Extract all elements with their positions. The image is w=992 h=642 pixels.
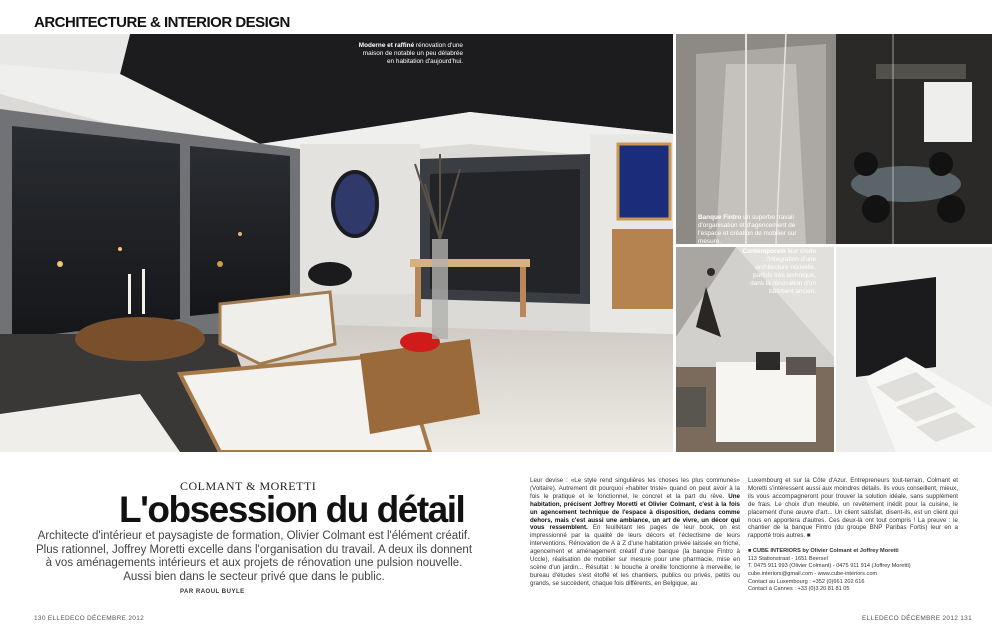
living-room-photo bbox=[0, 34, 673, 452]
article-standfirst: Architecte d'intérieur et paysagiste de formation, Olivier Colmant est l'élément créatif. Plus rationnel, Joffrey Moretti excelle dans l'organisation du travail. A deux ils donnent à vos aménagements intérieurs et aux projets de rénovation une pulsion nouvelle. Aussi bien dans le secteur privé que dans le public. bbox=[35, 530, 473, 583]
body-text-col2: Luxembourg et sur la Côte d'Azur. Entrepreneurs tout-terrain, Colmant et Moretti s'intéressent aussi aux moindres détails. Ils vous conseillent, mieux, ils vous accompagneront pour trouver la solution idéale, sans supplément de frais. Le choix d'un meuble, un revêtement inédit pour la cuisine, le placement d'une œuvre d'art... Un client satisfait, disent-ils, est un client qui nous en apportera d'autres. Ces deux-là ont tout compris ! La preuve : le chantier de la banque Fintro (du groupe BNP Paribas Fortis) leur en a rapporté trois autres. ■ bbox=[748, 477, 958, 540]
caption-bank: Banque Fintro un superbe travail d'organisation et d'agencement de l'espace et création de mobilier sur mesure. bbox=[698, 214, 797, 245]
bank-photo bbox=[676, 34, 992, 244]
article-title: L'obsession du détail bbox=[119, 489, 465, 530]
body-text-intro: Leur devise : «Le style rend singulières les choses les plus communes» (Voltaire). Autrement dit pourquoi «habiter triste» quand on peut avoir à la fois le pratique et le fonctionnel, le concret et la part du rêve. bbox=[530, 477, 740, 500]
folio-left: 130 ELLEDECO DÉCEMBRE 2012 bbox=[34, 615, 145, 622]
caption-contemporary: Contemporain leur credo : l'intégration d'une architecture nouvelle, parfois très technique, dans la rénovation d'un bâtiment ancien. bbox=[742, 248, 816, 295]
caption-living-room: Moderne et raffiné rénovation d'une maison de notable un peu délabrée en habitation d'aujourd'hui. bbox=[358, 42, 463, 65]
stairs-photo bbox=[836, 247, 992, 452]
contact-line: ■ CUBE INTERIORS by Olivier Colmant et Joffrey Moretti bbox=[748, 548, 899, 555]
contact-line: cube.interiors@gmail.com - www.cube-interiors.com bbox=[748, 571, 878, 578]
contact-line: 113 Stationstraat - 1651 Beersel bbox=[748, 555, 828, 562]
section-header: ARCHITECTURE & INTERIOR DESIGN bbox=[34, 14, 290, 31]
contact-line: T. 0475 911 993 (Olivier Colmant) - 0475 911 914 (Joffrey Moretti) bbox=[748, 563, 911, 570]
article-kicker: COLMANT & MORETTI bbox=[180, 479, 317, 493]
contact-line: Contact à Cannes : +33 (0)3 20 81 81 05 bbox=[748, 586, 850, 593]
folio-right: ELLEDECO DÉCEMBRE 2012 131 bbox=[861, 615, 972, 622]
contact-line: Contact au Luxembourg : +352 (0)661 202 616 bbox=[748, 578, 865, 585]
body-text-quote: Une habitation, précisent Joffrey Moretti et Olivier Colmant, c'est à la fois un agencement technique de l'espace à disposition, dedans comme dehors, mais c'est aussi une ambiance, un art de vivre, un décor qui vous ressemblent. bbox=[530, 492, 740, 532]
body-column-2 bbox=[748, 477, 958, 594]
contact-block bbox=[748, 548, 958, 594]
body-column-1 bbox=[530, 477, 740, 588]
byline: PAR RAOUL BUYLE bbox=[180, 589, 245, 595]
body-text-continued: En feuilletant les pages de leur book, on est impressionné par la qualité de leurs décors et l'éclectisme de leurs interventions. Rénovation de A à Z d'une habitation privée laissée en friche, agencement et aménagement créatif d'une banque (la banque Fintro à Uccle), réalisation de mobilier sur mesure pour une pharmacie, mise en scène d'un jardin... Résultat : le bouche à oreille fonctionne à merveille, le bureau d'études s'est étoffé et les chantiers, publics ou privés, petits ou grands, se succèdent, chaque fois différents, en Belgique, au bbox=[530, 524, 740, 587]
